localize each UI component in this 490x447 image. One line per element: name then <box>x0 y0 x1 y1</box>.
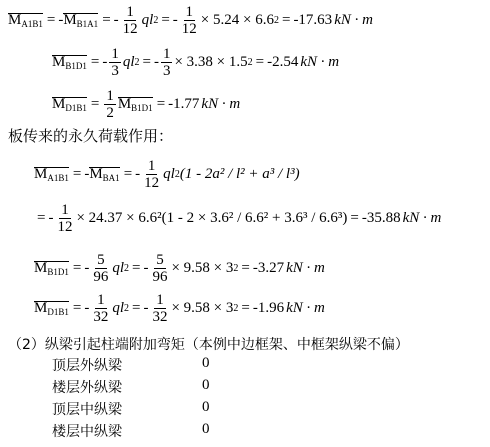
section-heading: 板传来的永久荷载作用： <box>8 127 174 145</box>
moment-symbol: $M_{BA1}$ <box>89 166 120 183</box>
moment-symbol: $M_{B1D1}$ <box>117 96 153 113</box>
result-value: -3.27 <box>252 260 285 276</box>
fraction: $\frac{1}{32}$ <box>152 292 168 325</box>
equation-5: = - $\frac{1}{12}$ × 24.37 × 6.6²(1 - 2 × 3.6² / 6.6² + 3.6³ / 6.6³) = -35.88 kN · m <box>37 202 442 235</box>
unit: kN · m <box>286 300 325 316</box>
equation-3: $M_{D1B1}$ = $\frac{1}{2}$ $M_{B1D1}$ = -1.77 kN · m <box>52 88 241 121</box>
fraction: $\frac{1}{32}$ <box>93 292 109 325</box>
beam-label: 顶层中纵梁 <box>52 402 122 418</box>
beam-value: 0 <box>202 421 210 437</box>
equation-1: $M_{A1B1}$ = - $M_{B1A1}$ = - $\frac{1}{12}$ ql 2 = - $\frac{1}{12}$ × 5.24 × 6.6 2 = -17.63 kN · m <box>8 4 373 37</box>
moment-symbol: $M_{A1B1}$ <box>8 12 43 29</box>
unit: kN · m <box>201 96 241 112</box>
beam-label: 顶层外纵梁 <box>52 358 122 374</box>
result-value: -1.96 <box>252 300 285 316</box>
beam-value: 0 <box>202 377 210 393</box>
moment-symbol: $M_{B1D1}$ <box>52 54 87 71</box>
beam-value: 0 <box>202 399 210 415</box>
fraction: $\frac{1}{12}$ <box>144 158 160 191</box>
fraction: $\frac{1}{12}$ <box>181 4 197 37</box>
fraction: $\frac{5}{96}$ <box>93 252 109 285</box>
fraction: $\frac{1}{2}$ <box>106 88 114 121</box>
equation-2: $M_{B1D1}$ = - $\frac{1}{3}$ ql 2 = - $\frac{1}{3}$ × 3.38 × 1.5 2 = -2.54 kN · m <box>52 46 340 79</box>
moment-symbol: $M_{B1A1}$ <box>63 12 99 29</box>
unit: kN · m <box>286 260 325 276</box>
moment-symbol: $M_{D1B1}$ <box>52 96 87 113</box>
beam-value: 0 <box>202 355 210 371</box>
fraction: $\frac{1}{3}$ <box>111 46 119 79</box>
moment-symbol: $M_{B1D1}$ <box>34 260 69 277</box>
fraction: $\frac{5}{96}$ <box>152 252 168 285</box>
fraction: $\frac{1}{12}$ <box>57 202 73 235</box>
result-value: -35.88 <box>361 210 401 226</box>
beam-label: 楼层外纵梁 <box>52 380 122 396</box>
unit: kN · m <box>300 54 340 70</box>
equation-4: $M_{A1B1}$ = - $M_{BA1}$ = - $\frac{1}{12}$ ql 2 (1 - 2a² / l² + a³ / l³) <box>34 158 300 191</box>
subsection-heading: （2）纵梁引起柱端附加弯矩（本例中边框架、中框架纵梁不偏） <box>8 337 409 353</box>
unit: kN · m <box>402 210 442 226</box>
result-value: -1.77 <box>168 96 200 112</box>
result-value: -2.54 <box>267 54 299 70</box>
fraction: $\frac{1}{3}$ <box>162 46 171 79</box>
moment-symbol: $M_{A1B1}$ <box>34 166 69 183</box>
result-value: -17.63 <box>293 12 333 28</box>
equation-6: $M_{B1D1}$ = - $\frac{5}{96}$ ql 2 = - $\frac{5}{96}$ × 9.58 × 3 2 = -3.27 kN · m <box>34 252 325 285</box>
beam-label: 楼层中纵梁 <box>52 424 122 440</box>
unit: kN · m <box>334 12 373 28</box>
equation-7: $M_{D1B1}$ = - $\frac{1}{32}$ ql 2 = - $\frac{1}{32}$ × 9.58 × 3 2 = -1.96 kN · m <box>34 292 325 325</box>
fraction: $\frac{1}{12}$ <box>122 4 138 37</box>
moment-symbol: $M_{D1B1}$ <box>34 300 69 317</box>
